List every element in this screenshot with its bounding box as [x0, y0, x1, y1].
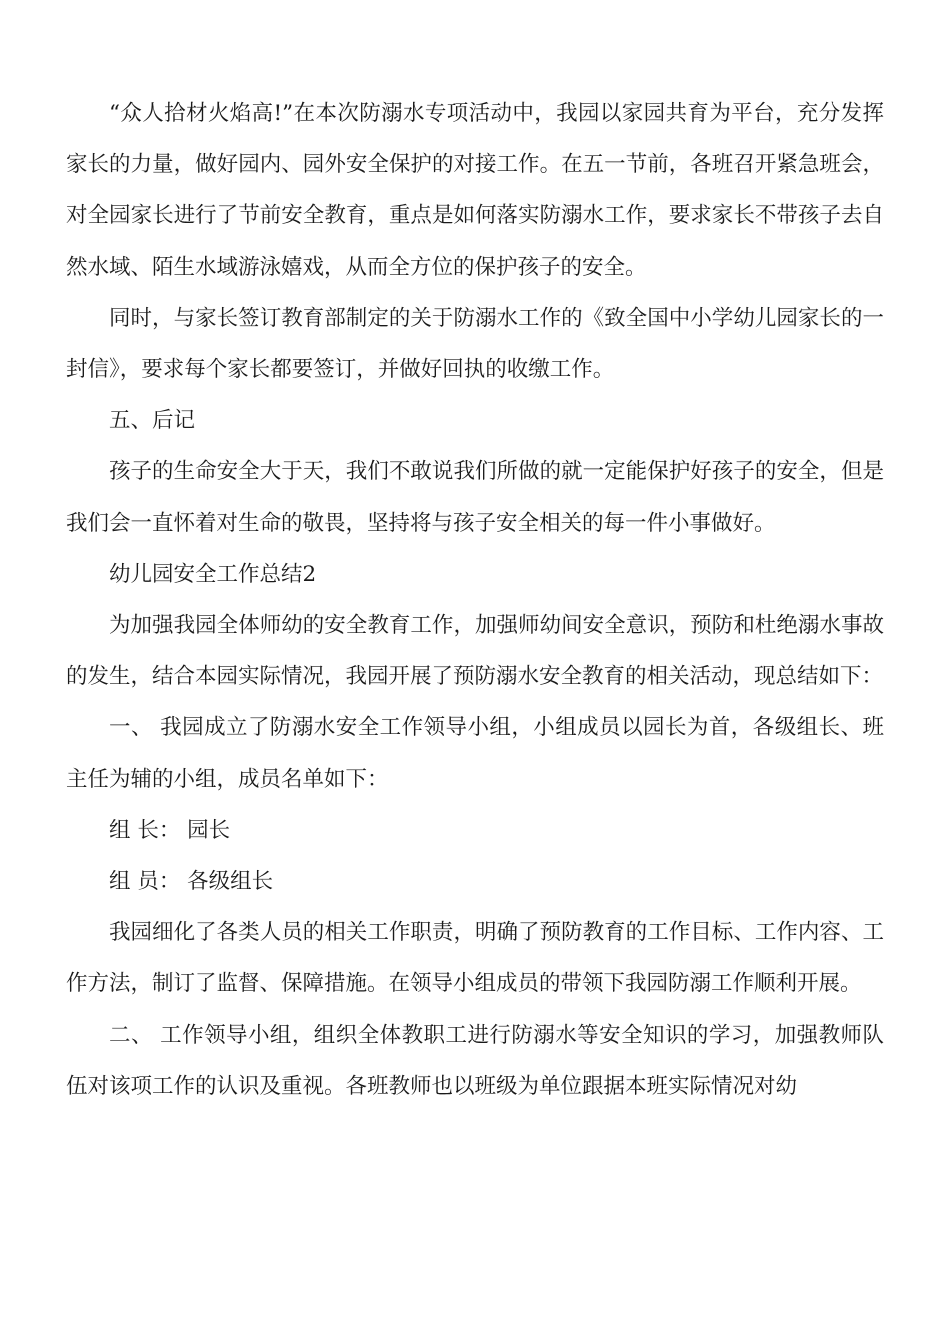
paragraph-postscript: 孩子的生命安全大于天，我们不敢说我们所做的就一定能保护好孩子的安全，但是我们会一直怀着对生命的敬畏，坚持将与孩子安全相关的每一件小事做好。 [66, 459, 884, 536]
document-subtitle: 幼儿园安全工作总结2 [109, 561, 317, 587]
document-body [66, 88, 884, 1112]
paragraph-family-cooperation: “众人拾材火焰高!”在本次防溺水专项活动中，我园以家园共育为平台，充分发挥家长的力量，做好园内、园外安全保护的对接工作。在五一节前，各班召开紧急班会，对全园家长进行了节前安全教育，重点是如何落实防溺水工作，要求家长不带孩子去自然水域、陌生水域游泳嬉戏，从而全方位的保护孩子的安全。 [66, 101, 884, 280]
paragraph-intro: 为加强我园全体师幼的安全教育工作，加强师幼间安全意识，预防和杜绝溺水事故的发生，结合本园实际情况，我园开展了预防溺水安全教育的相关活动，现总结如下： [66, 613, 884, 690]
section-heading-postscript: 五、后记 [109, 408, 196, 434]
paragraph-group-leader: 组 长： 园长 [109, 817, 231, 843]
paragraph-item-one: 一、 我园成立了防溺水安全工作领导小组，小组成员以园长为首，各级组长、班主任为辅的小组，成员名单如下： [66, 715, 884, 792]
paragraph-item-two: 二、 工作领导小组，组织全体教职工进行防溺水等安全知识的学习，加强教师队伍对该项工作的认识及重视。各班教师也以班级为单位跟据本班实际情况对幼 [66, 1022, 884, 1099]
paragraph-parent-letter: 同时，与家长签订教育部制定的关于防溺水工作的《致全国中小学幼儿园家长的一封信》，要求每个家长都要签订，并做好回执的收缴工作。 [66, 305, 884, 383]
paragraph-group-members: 组 员： 各级组长 [109, 869, 274, 895]
paragraph-responsibilities: 我园细化了各类人员的相关工作职责，明确了预防教育的工作目标、工作内容、工作方法，制订了监督、保障措施。在领导小组成员的带领下我园防溺工作顺利开展。 [66, 920, 884, 997]
